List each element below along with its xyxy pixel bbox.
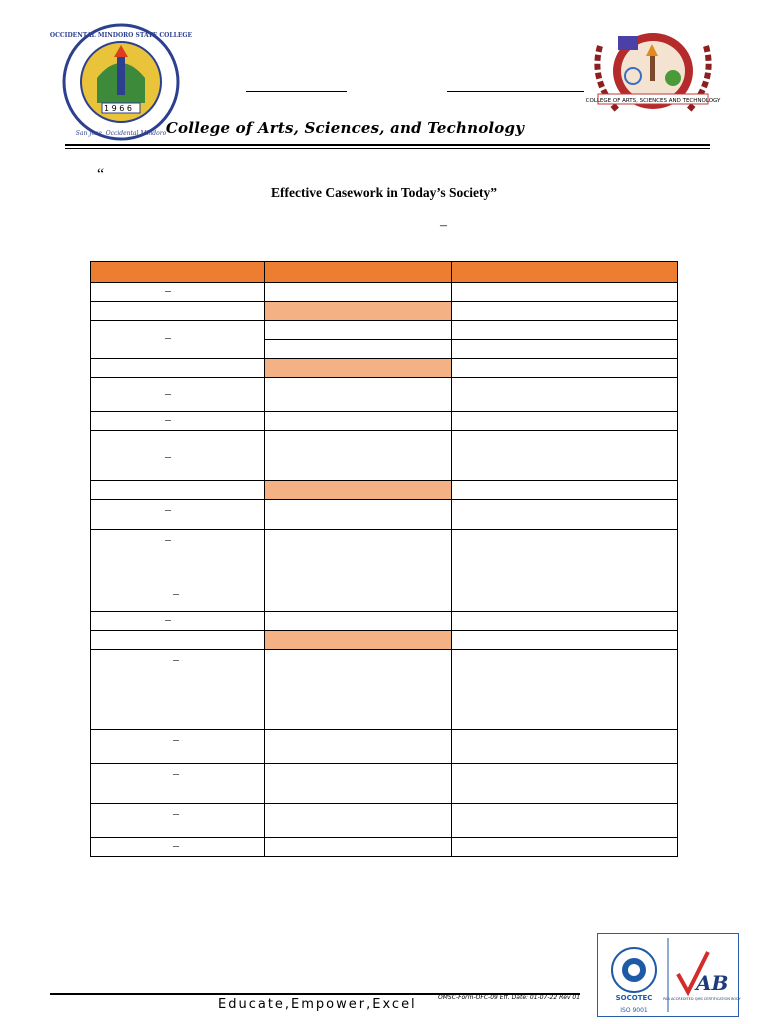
- table-cell: [451, 340, 677, 359]
- table-cell: [265, 500, 451, 530]
- table-cell: [451, 359, 677, 378]
- table-cell: [451, 431, 677, 481]
- form-code: OMSC-Form-OFC-09 Eff. Date: 01-07-22 Rev 01: [438, 994, 581, 1001]
- svg-text:ISO 9001: ISO 9001: [620, 1007, 648, 1014]
- table-cell: [265, 804, 451, 838]
- table-cell: –: [91, 500, 265, 530]
- table-cell: [91, 481, 265, 500]
- table-cell: [265, 530, 451, 612]
- table-cell-shaded: [265, 631, 451, 650]
- header-rule: [65, 144, 710, 146]
- certification-logos: [597, 933, 739, 1017]
- table-row: [91, 764, 678, 804]
- header-cell: [91, 262, 265, 283]
- table-cell: –: [91, 650, 265, 730]
- table-cell: –: [91, 730, 265, 764]
- table-cell: [265, 730, 451, 764]
- table-cell: [265, 378, 451, 412]
- table-cell: [265, 412, 451, 431]
- svg-text:San Jose, Occidental Mindoro: San Jose, Occidental Mindoro: [75, 130, 167, 137]
- table-row: [91, 612, 678, 631]
- table-row: [91, 650, 678, 730]
- document-subtitle: Effective Casework in Today’s Society”: [271, 185, 497, 200]
- college-title: College of Arts, Sciences, and Technology: [165, 119, 525, 137]
- table-cell: [451, 631, 677, 650]
- table-cell: [265, 340, 451, 359]
- svg-text:AB: AB: [696, 971, 729, 995]
- table-cell: [451, 302, 677, 321]
- table-cell: [451, 481, 677, 500]
- table-cell: –: [91, 431, 265, 481]
- table-row: [91, 804, 678, 838]
- svg-text:COLLEGE OF ARTS, SCIENCES AND: COLLEGE OF ARTS, SCIENCES AND TECHNOLOGY: [585, 98, 721, 104]
- header-cell: [451, 262, 677, 283]
- blank-field-line: [447, 91, 584, 92]
- table-row: [91, 378, 678, 412]
- table-cell: –: [91, 804, 265, 838]
- table-row: [91, 500, 678, 530]
- table-cell: [91, 631, 265, 650]
- schedule-table: [90, 261, 678, 857]
- footer-motto: Educate,Empower,Excel: [218, 997, 417, 1012]
- table-cell: [451, 730, 677, 764]
- table-row: [91, 530, 678, 612]
- table-cell: [451, 500, 677, 530]
- table-cell: –: [91, 283, 265, 302]
- table-cell-shaded: [265, 481, 451, 500]
- table-cell: [265, 612, 451, 631]
- table-cell: –: [91, 321, 265, 359]
- svg-text:SOCOTEC: SOCOTEC: [615, 994, 653, 1002]
- table-row: [91, 631, 678, 650]
- table-row: [91, 321, 678, 340]
- table-cell: – –: [91, 530, 265, 612]
- table-cell: –: [91, 412, 265, 431]
- table-cell: [451, 612, 677, 631]
- table-cell-shaded: [265, 359, 451, 378]
- table-cell: [265, 321, 451, 340]
- table-cell: [451, 412, 677, 431]
- table-cell: [451, 378, 677, 412]
- table-row: [91, 481, 678, 500]
- svg-text:1 9 6 6: 1 9 6 6: [104, 104, 132, 113]
- table-cell: [265, 650, 451, 730]
- cast-department-logo: [585, 26, 721, 126]
- table-cell: [451, 283, 677, 302]
- table-row: [91, 431, 678, 481]
- table-row: [91, 359, 678, 378]
- header-cell: [265, 262, 451, 283]
- table-cell: [451, 764, 677, 804]
- table-row: [91, 283, 678, 302]
- table-cell: [451, 650, 677, 730]
- table-cell-shaded: [265, 302, 451, 321]
- table-cell: [265, 764, 451, 804]
- table-row: [91, 302, 678, 321]
- table-cell: [451, 530, 677, 612]
- table-cell: –: [91, 612, 265, 631]
- table-cell: –: [91, 764, 265, 804]
- svg-text:OCCIDENTAL MINDORO STATE COLLE: OCCIDENTAL MINDORO STATE COLLEGE: [49, 32, 193, 39]
- table-cell: [91, 302, 265, 321]
- table-cell: [265, 838, 451, 857]
- table-header-row: [91, 262, 678, 283]
- opening-quote-mark: “: [97, 166, 105, 183]
- table-cell: –: [91, 838, 265, 857]
- header-rule: [65, 148, 710, 149]
- table-cell: [265, 283, 451, 302]
- table-row: [91, 412, 678, 431]
- table-cell: [265, 431, 451, 481]
- table-cell: [451, 321, 677, 340]
- dash-mark: –: [440, 218, 447, 233]
- table-cell: [451, 838, 677, 857]
- table-row: [91, 730, 678, 764]
- table-row: [91, 838, 678, 857]
- blank-field-line: [246, 91, 347, 92]
- table-cell: [91, 359, 265, 378]
- table-cell: –: [91, 378, 265, 412]
- table-cell: [451, 804, 677, 838]
- svg-text:PAB ACCREDITED QMS CERTIFICATI: PAB ACCREDITED QMS CERTIFICATION BODY: [663, 997, 741, 1001]
